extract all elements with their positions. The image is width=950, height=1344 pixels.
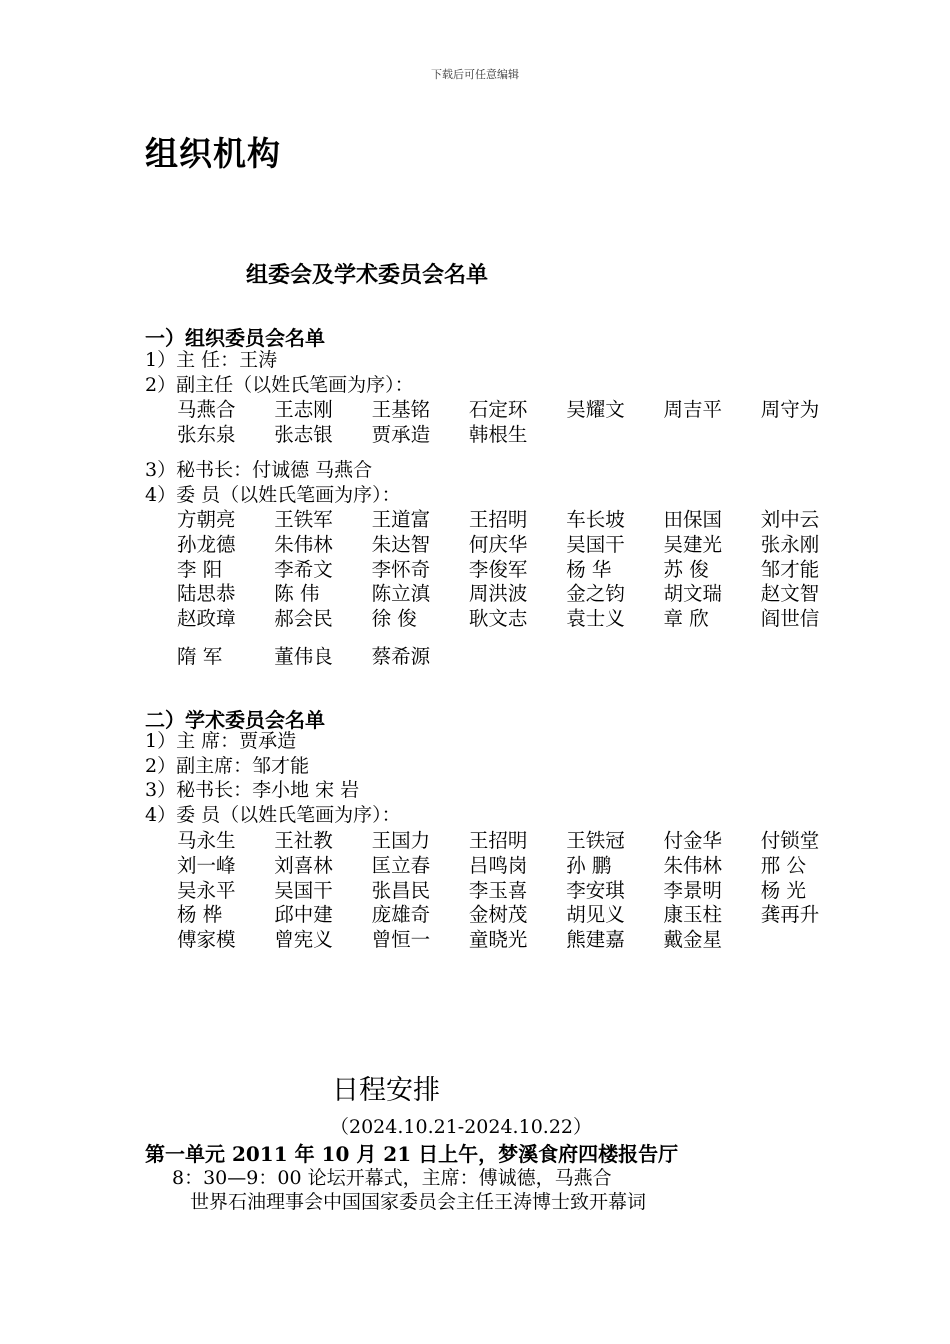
person-name: 朱达智 — [371, 532, 431, 556]
person-name: 李怀奇 — [371, 557, 431, 581]
name-row — [177, 903, 857, 928]
person-name: 孙龙德 — [177, 532, 236, 556]
person-name: 王招明 — [468, 508, 528, 531]
person-name: 阎世信 — [760, 607, 820, 631]
person-name: 胡见义 — [566, 903, 625, 927]
person-name: 李玉喜 — [468, 878, 528, 902]
person-name: 李 阳 — [177, 557, 223, 581]
academic-member-names — [177, 829, 857, 953]
person-name: 朱伟林 — [663, 853, 723, 877]
person-name: 曾恒一 — [371, 928, 431, 952]
person-name: 陆思恭 — [177, 582, 236, 606]
org-member-names — [177, 508, 857, 632]
org-members-label: 4）委 员（以姓氏笔画为序）： — [145, 484, 401, 506]
name-row — [177, 879, 857, 904]
person-name: 陈 伟 — [274, 582, 320, 606]
academic-committee-title: 二）学术委员会名单 — [145, 708, 325, 732]
org-title: 组织机构 — [145, 134, 281, 173]
org-committee-title: 一）组织委员会名单 — [145, 326, 325, 350]
person-name: 李安琪 — [566, 878, 625, 902]
person-name: 龚再升 — [760, 903, 820, 927]
person-name: 胡文瑞 — [663, 582, 723, 606]
name-row — [177, 533, 857, 558]
person-name: 李俊军 — [468, 557, 528, 581]
person-name: 袁士义 — [566, 607, 625, 631]
person-name: 康玉柱 — [663, 903, 723, 927]
org-secretary: 3）秘书长：付诚德 马燕合 — [145, 459, 373, 481]
org-chair: 1）主 任：王涛 — [145, 349, 278, 371]
name-row — [177, 829, 857, 854]
name-row — [177, 558, 857, 583]
schedule-title: 日程安排 — [332, 1075, 440, 1106]
person-name: 曾宪义 — [274, 928, 333, 952]
person-name: 赵政璋 — [177, 607, 236, 631]
person-name: 贾承造 — [371, 422, 431, 446]
person-name: 朱伟林 — [274, 532, 333, 556]
person-name: 杨 华 — [566, 557, 612, 581]
person-name: 刘中云 — [760, 508, 820, 531]
person-name: 邢 公 — [760, 853, 806, 877]
person-name: 傅家模 — [177, 928, 236, 952]
person-name: 马永生 — [177, 829, 236, 852]
schedule-date-range: （2024.10.21-2024.10.22） — [330, 1116, 592, 1138]
person-name: 熊建嘉 — [566, 928, 625, 952]
person-name: 童晓光 — [468, 928, 528, 952]
person-name: 王招明 — [468, 829, 528, 852]
person-name: 王铁冠 — [566, 829, 625, 852]
person-name: 金树茂 — [468, 903, 528, 927]
name-row — [177, 423, 857, 448]
person-name: 郝会民 — [274, 607, 333, 631]
person-name: 赵文智 — [760, 582, 820, 606]
person-name: 车长坡 — [566, 508, 625, 531]
name-row — [177, 607, 857, 632]
person-name: 王铁军 — [274, 508, 333, 531]
committee-list-title: 组委会及学术委员会名单 — [246, 263, 489, 288]
org-vice-chair-label: 2）副主任（以姓氏笔画为序）： — [145, 374, 414, 396]
person-name: 张永刚 — [760, 532, 820, 556]
person-name: 吴国干 — [566, 532, 625, 556]
header-note: 下载后可任意编辑 — [431, 68, 519, 81]
person-name: 董伟良 — [274, 645, 333, 668]
person-name: 张昌民 — [371, 878, 431, 902]
person-name: 隋 军 — [177, 645, 223, 668]
schedule-line-speech: 世界石油理事会中国国家委员会主任王涛博士致开幕词 — [190, 1191, 647, 1213]
person-name: 张东泉 — [177, 422, 236, 446]
person-name: 周吉平 — [663, 398, 723, 421]
person-name: 田保国 — [663, 508, 723, 531]
academic-vice-chair: 2）副主席：邹才能 — [145, 755, 310, 777]
academic-members-label: 4）委 员（以姓氏笔画为序）： — [145, 804, 401, 826]
person-name: 李景明 — [663, 878, 723, 902]
name-row — [177, 928, 857, 953]
person-name: 徐 俊 — [371, 607, 417, 631]
person-name: 蔡希源 — [371, 645, 431, 668]
person-name: 石定环 — [468, 398, 528, 421]
person-name: 王社教 — [274, 829, 333, 852]
person-name: 刘喜林 — [274, 853, 333, 877]
person-name: 庞雄奇 — [371, 903, 431, 927]
person-name: 吴国干 — [274, 878, 333, 902]
person-name: 吴耀文 — [566, 398, 625, 421]
person-name: 陈立滇 — [371, 582, 431, 606]
person-name: 戴金星 — [663, 928, 723, 952]
person-name: 章 欣 — [663, 607, 709, 631]
person-name: 何庆华 — [468, 532, 528, 556]
person-name: 金之钧 — [566, 582, 625, 606]
name-row — [177, 582, 857, 607]
person-name: 邱中建 — [274, 903, 333, 927]
name-row — [177, 508, 857, 533]
person-name: 王基铭 — [371, 398, 431, 421]
person-name: 吕鸣岗 — [468, 853, 528, 877]
org-vice-chair-names — [177, 398, 857, 448]
name-row — [177, 645, 857, 670]
person-name: 方朝亮 — [177, 508, 236, 531]
person-name: 周洪波 — [468, 582, 528, 606]
person-name: 付锁堂 — [760, 829, 820, 852]
person-name: 杨 光 — [760, 878, 806, 902]
person-name: 周守为 — [760, 398, 820, 421]
schedule-line-opening: 8：30—9：00 论坛开幕式，主席：傅诚德，马燕合 — [172, 1167, 612, 1189]
person-name: 刘一峰 — [177, 853, 236, 877]
person-name: 孙 鹏 — [566, 853, 612, 877]
person-name: 苏 俊 — [663, 557, 709, 581]
person-name: 邹才能 — [760, 557, 820, 581]
person-name: 杨 桦 — [177, 903, 223, 927]
name-row — [177, 854, 857, 879]
person-name: 吴永平 — [177, 878, 236, 902]
person-name: 吴建光 — [663, 532, 723, 556]
person-name: 韩根生 — [468, 422, 528, 446]
person-name: 王道富 — [371, 508, 431, 531]
person-name: 付金华 — [663, 829, 723, 852]
academic-secretary: 3）秘书长：李小地 宋 岩 — [145, 779, 360, 801]
org-member-extra-names — [177, 645, 857, 670]
person-name: 耿文志 — [468, 607, 528, 631]
person-name: 马燕合 — [177, 398, 236, 421]
person-name: 张志银 — [274, 422, 333, 446]
unit1-title: 第一单元 2011 年 10 月 21 日上午，梦溪食府四楼报告厅 — [145, 1142, 679, 1166]
academic-chair: 1）主 席：贾承造 — [145, 730, 297, 752]
person-name: 李希文 — [274, 557, 333, 581]
name-row — [177, 398, 857, 423]
person-name: 王国力 — [371, 829, 431, 852]
person-name: 匡立春 — [371, 853, 431, 877]
person-name: 王志刚 — [274, 398, 333, 421]
